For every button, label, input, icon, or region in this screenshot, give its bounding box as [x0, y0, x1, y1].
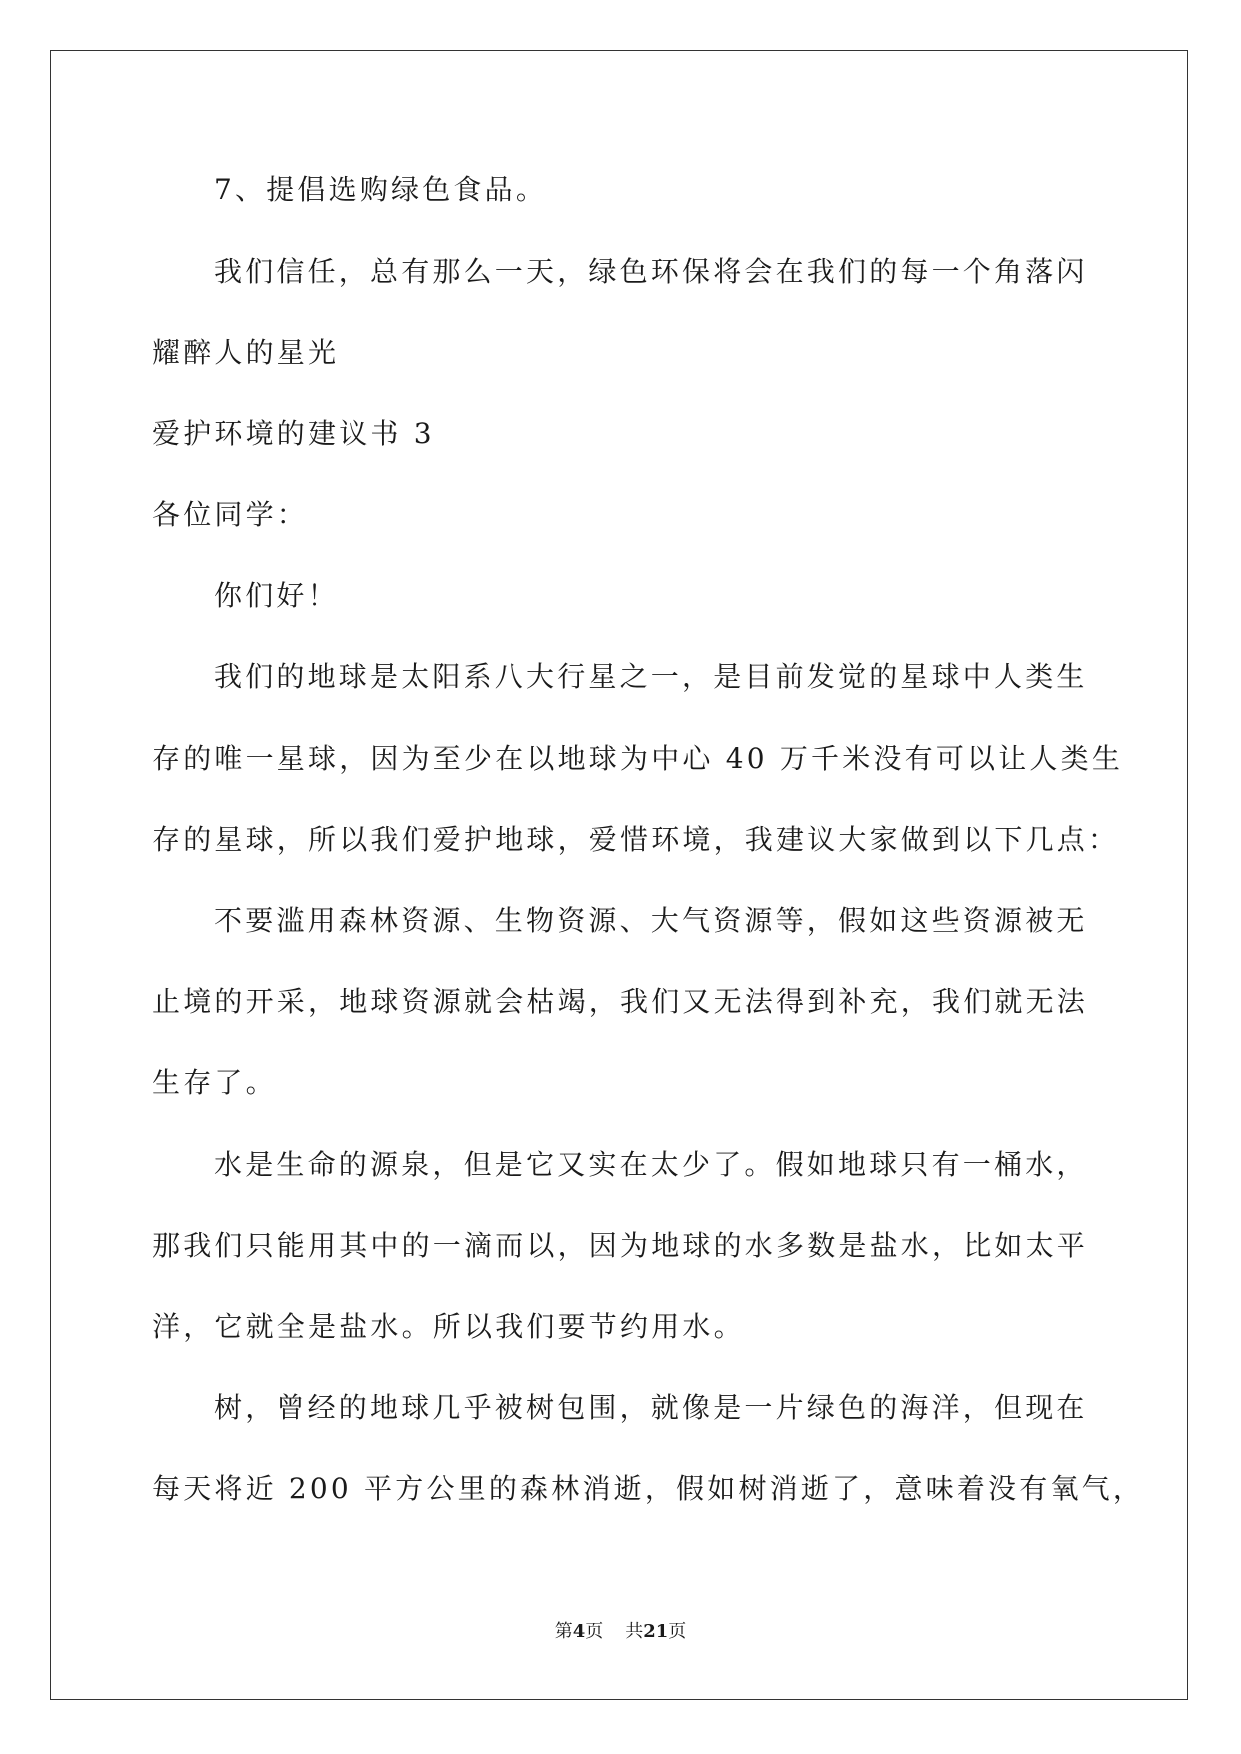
footer-prefix: 第 [554, 1621, 573, 1642]
footer-total-suffix: 页 [668, 1621, 687, 1642]
paragraph-line: 那我们只能用其中的一滴而以，因为地球的水多数是盐水，比如太平 [152, 1229, 1089, 1262]
paragraph-line: 耀醉人的星光 [152, 336, 340, 369]
page-border [50, 50, 1188, 1700]
paragraph-line: 止境的开采，地球资源就会枯竭，我们又无法得到补充，我们就无法 [152, 985, 1089, 1018]
paragraph-line: 不要滥用森林资源、生物资源、大气资源等，假如这些资源被无 [214, 904, 1088, 937]
paragraph-line: 生存了。 [152, 1066, 277, 1099]
page-number: 4 [572, 1621, 586, 1642]
paragraph-line: 存的星球，所以我们爱护地球，爱惜环境，我建议大家做到以下几点： [152, 823, 1120, 856]
footer-page-suffix: 页 [585, 1621, 604, 1642]
salutation: 各位同学： [152, 498, 309, 531]
page-footer [0, 1620, 1241, 1644]
total-pages: 21 [643, 1621, 669, 1642]
greeting: 你们好！ [214, 579, 339, 612]
paragraph-line: 水是生命的源泉，但是它又实在太少了。假如地球只有一桶水， [214, 1148, 1088, 1181]
paragraph-line: 树，曾经的地球几乎被树包围，就像是一片绿色的海洋，但现在 [214, 1391, 1088, 1424]
paragraph-line: 存的唯一星球，因为至少在以地球为中心 40 万千米没有可以让人类生 [152, 742, 1124, 775]
paragraph-line: 每天将近 200 平方公里的森林消逝，假如树消逝了，意味着没有氧气， [152, 1472, 1145, 1505]
paragraph-line: 洋，它就全是盐水。所以我们要节约用水。 [152, 1310, 745, 1343]
list-item-7: 7、提倡选购绿色食品。 [214, 173, 548, 206]
paragraph-line: 我们的地球是太阳系八大行星之一，是目前发觉的星球中人类生 [214, 660, 1088, 693]
paragraph-line: 我们信任，总有那么一天，绿色环保将会在我们的每一个角落闪 [214, 255, 1088, 288]
section-heading: 爱护环境的建议书 3 [152, 417, 435, 450]
footer-total-prefix: 共 [625, 1621, 644, 1642]
